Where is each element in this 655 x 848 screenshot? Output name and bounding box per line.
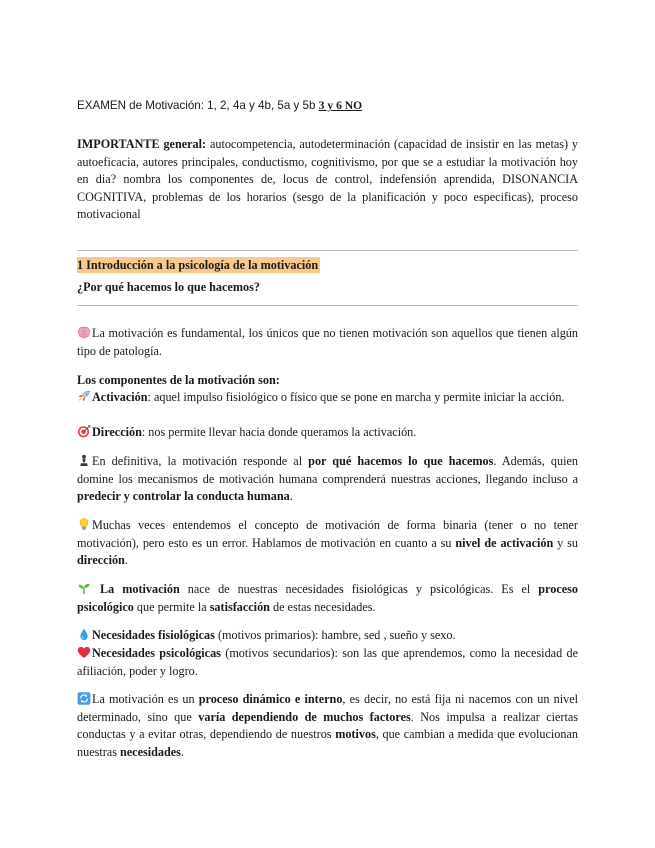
p5-bold-4: necesidades [119,744,181,759]
cycle-arrows-icon [77,692,91,705]
important-text: autocompetencia, autodeterminación (capacidad de insistir en las metas) y autoeficacia, autores principales, conductismo, cognitivismo, por que se a estudiar la motivación hoy en dia? nombra los componentes de, locus de control, indefensión aprendida, DISONANCIA COGNITIVA, problemas de los horarios (sesgo de la planificación y poco especificas), proceso motivacional [77,137,578,222]
p4-text-1: nace de nuestras necesidades fisiológicas y psicológicas. Es el [179,582,539,596]
p5-bold-1: proceso dinámico e interno [198,692,343,706]
phys-label: Necesidades fisiológicas [92,628,215,642]
brain-icon [77,326,91,339]
p3-bold-1: nivel de activación [455,535,554,550]
p2-bold-1: por qué hacemos lo que hacemos [308,454,494,468]
exam-title-bold: 3 y 6 NO [318,99,363,112]
section-subheading-text: ¿Por qué hacemos lo que hacemos? [77,280,260,294]
paragraph-motivation-fundamental [77,325,578,360]
p3-text-1: Muchas veces entendemos el concepto de motivación de forma binaria (tener o no tener motivación), pero esto es un error. Hablamos de motivación en cuanto a su [77,518,578,550]
p2-text-2: . Además, quien domine los mecanismos de motivación humana comprenderá nuestras acciones, llegando incluso a [77,454,578,486]
exam-title-text: EXAMEN de Motivación: 1, 2, 4a y 4b, 5a y 5b [77,99,319,112]
rocket-icon [77,390,91,403]
p4-text-3: de estas necesidades. [269,599,376,614]
section-heading [77,257,578,275]
needs-physiological [77,627,578,645]
p5-text-2: , es decir, no está fija ni nacemos con un nivel determinado, sino que [77,692,578,724]
components-heading [77,372,578,390]
p2-text-3: . [289,489,293,504]
droplet-icon [77,628,91,641]
p2-bold-2: predecir y controlar la conducta humana [77,489,290,504]
p2-text-1: En definitiva, la motivación responde al [92,454,309,468]
activation-text: : aquel impulso fisiológico o físico que se pone en marcha y permite iniciar la acción. [147,390,565,404]
psych-text: (motivos secundarios): son las que aprendemos, como la necesidad de afiliación, poder y logro. [77,646,579,678]
seedling-icon [77,582,91,595]
components-heading-text: Los componentes de la motivación son: [77,373,280,387]
paragraph-binary [77,517,578,570]
p4-bold-1: La motivación [100,582,180,596]
p5-bold-3: motivos [335,727,376,742]
important-label: IMPORTANTE general: [77,137,207,151]
p4-text-2: que permite la [133,599,210,614]
direction-text: : nos permite llevar hacia donde queramos la activación. [141,425,417,439]
needs-psychological [77,645,578,680]
p5-text-1: La motivación es un [92,692,199,706]
section-subheading [77,279,578,297]
p3-text-2: y su [553,535,578,550]
p4-bold-3: satisfacción [209,599,270,614]
p3-bold-2: dirección [77,553,125,568]
heart-icon [77,646,91,659]
p3-text-3: . [124,553,128,568]
p5-text-5: . [180,744,184,759]
chess-pawn-icon [77,454,91,467]
important-paragraph [77,136,578,224]
exam-title [77,97,578,115]
p5-text-3: . Nos impulsa a realizar ciertas conductas y a evitar otras, dependiendo de nuestros [77,709,579,742]
activation-label: Activación [92,390,148,404]
target-icon [77,425,91,438]
psych-label: Necesidades psicológicas [92,646,221,660]
p1-text: La motivación es fundamental, los únicos que no tienen motivación son aquellos que tienen algún tipo de patología. [77,326,578,358]
divider-top [77,250,578,251]
p4-bold-2: proceso psicológico [77,582,578,614]
p5-text-4: , que cambian a medida que evolucionan nuestras [77,727,578,759]
lightbulb-icon [77,518,91,531]
paragraph-definitive [77,453,578,506]
direction-label: Dirección [92,425,142,439]
paragraph-dynamic-process [77,691,578,761]
phys-text: (motivos primarios): hambre, sed , sueño y sexo. [214,628,456,642]
divider-bottom [77,305,578,306]
paragraph-motivation-origin [77,581,578,616]
component-direction [77,424,578,442]
section-heading-text: 1 Introducción a la psicología de la motivación [77,258,319,272]
component-activation [77,389,578,407]
p5-bold-2: varía dependiendo de muchos factores [198,709,411,724]
